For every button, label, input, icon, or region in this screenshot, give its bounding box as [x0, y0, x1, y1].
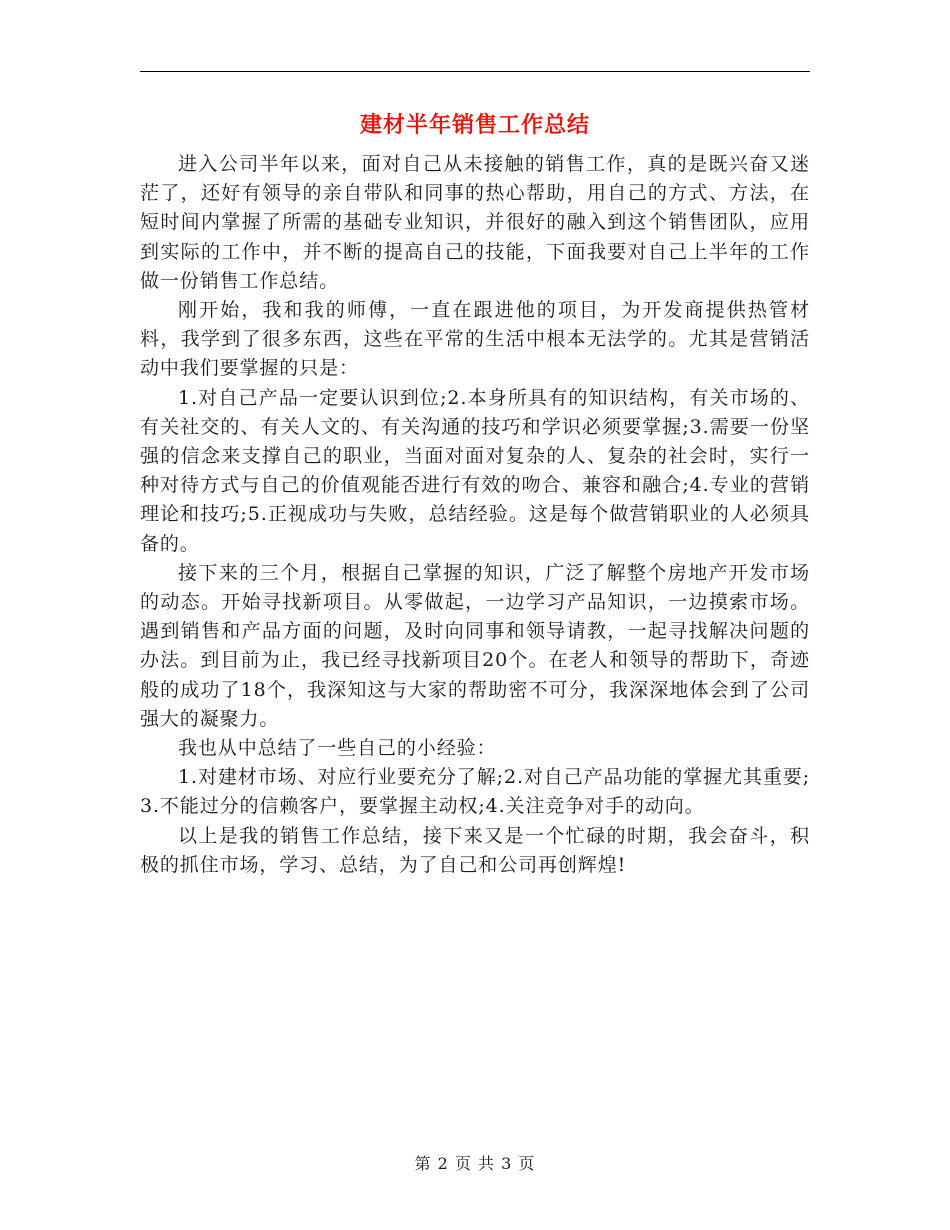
- paragraph-beginning: 刚开始，我和我的师傅，一直在跟进他的项目，为开发商提供热管材料，我学到了很多东西，这些在平常的生活中根本无法学的。尤其是营销活动中我们要掌握的只是：: [140, 299, 810, 380]
- document-body: [140, 150, 810, 880]
- page-number: 第 2 页 共 3 页: [414, 1154, 536, 1173]
- paragraph-conclusion: 以上是我的销售工作总结，接下来又是一个忙碌的时期，我会奋斗，积极的抓住市场，学习、总结，为了自己和公司再创辉煌!: [140, 824, 810, 876]
- paragraph-experience-list: 1.对建材市场、对应行业要充分了解;2.对自己产品功能的掌握尤其重要;3.不能过分的信赖客户，要掌握主动权;4.关注竞争对手的动向。: [140, 766, 810, 818]
- paragraph-intro: 进入公司半年以来，面对自己从未接触的销售工作，真的是既兴奋又迷茫了，还好有领导的亲自带队和同事的热心帮助，用自己的方式、方法，在短时间内掌握了所需的基础专业知识，并很好的融入到这个销售团队，应用到实际的工作中，并不断的提高自己的技能，下面我要对自己上半年的工作做一份销售工作总结。: [140, 153, 810, 292]
- header-rule: [140, 71, 810, 72]
- document-title: 建材半年销售工作总结: [359, 112, 590, 138]
- paragraph-experience-intro: 我也从中总结了一些自己的小经验：: [178, 737, 497, 760]
- paragraph-three-months: 接下来的三个月，根据自己掌握的知识，广泛了解整个房地产开发市场的动态。开始寻找新项目。从零做起，一边学习产品知识，一边摸索市场。遇到销售和产品方面的问题，及时向同事和领导请教，一起寻找解决问题的办法。到目前为止，我已经寻找新项目20个。在老人和领导的帮助下，奇迹般的成功了18个，我深知这与大家的帮助密不可分，我深深地体会到了公司强大的凝聚力。: [140, 561, 810, 730]
- paragraph-key-points: 1.对自己产品一定要认识到位;2.本身所具有的知识结构，有关市场的、有关社交的、有关人文的、有关沟通的技巧和学识必须要掌握;3.需要一份坚强的信念来支撑自己的职业，当面对面对复杂的人、复杂的社会时，实行一种对待方式与自己的价值观能否进行有效的吻合、兼容和融合;4.专业的营销理论和技巧;5.正视成功与失败，总结经验。这是每个做营销职业的人必须具备的。: [140, 386, 810, 555]
